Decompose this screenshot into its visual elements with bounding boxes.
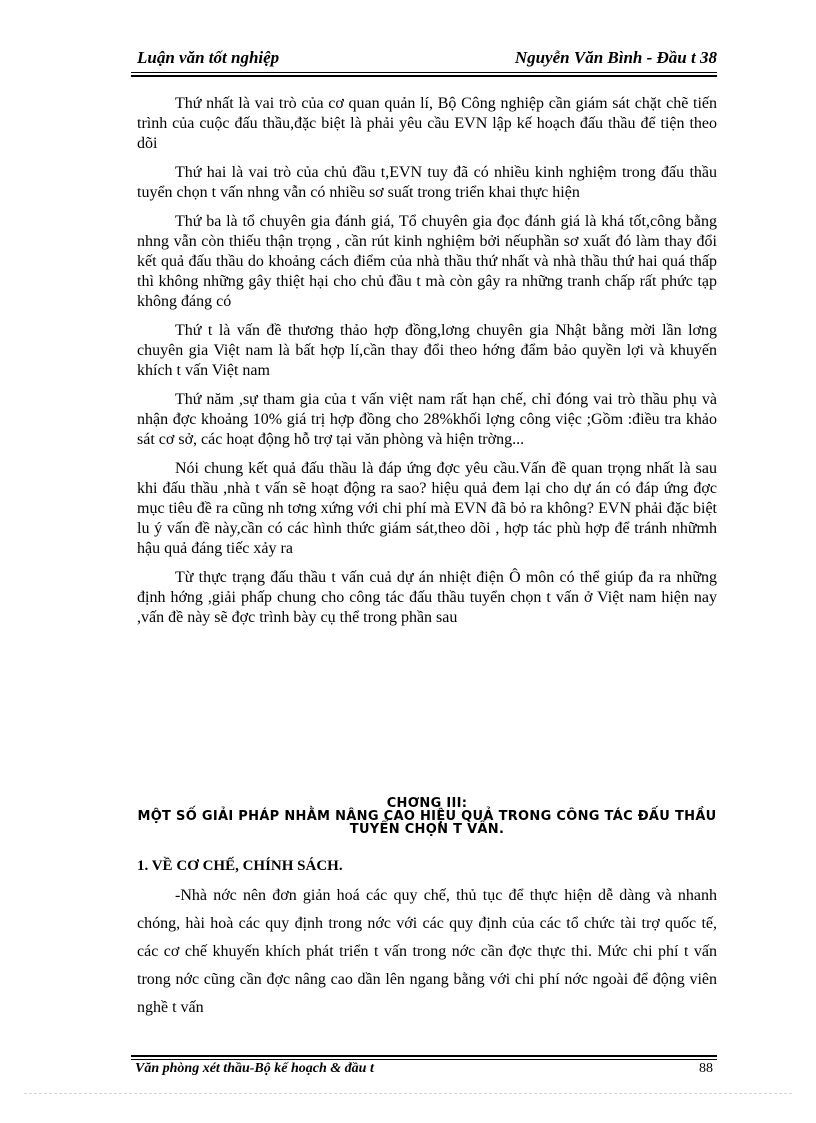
footer-rule [131, 1059, 717, 1060]
body-paragraphs [137, 94, 717, 637]
paragraph: Thứ t là vấn đề thương thảo hợp đồng,lơng chuyên gia Nhật bằng mời lần lơng chuyên gia Việt nam là bất hợp lí,cần thay đổi theo hớng đẩm bảo quyền lợi và khuyến khích t vấn Việt nam [137, 322, 717, 379]
paragraph: Nói chung kết quả đấu thầu là đáp ứng đợc yêu cầu.Vấn đề quan trọng nhất là sau khi đấu thầu ,nhà t vấn sẽ hoạt động ra sao? hiệu quả đem lại cho dự án có đáp ứng đợc mục tiêu đề ra cũng nh tơng xứng với chi phí mà EVN đã bỏ ra không? EVN phải đặc biệt lu ý vấn đề này,cần có các hình thức giám sát,theo dõi , hợp tác phù hợp để tránh nhữmh hậu quả đáng tiếc xảy ra [137, 460, 717, 557]
chapter-title: MỘT SỐ GIẢI PHÁP NHẰM NÂNG CAO HIỆU QUẢ TRONG CÔNG TÁC ĐẤU THẦU TUYỂN CHỌN T VẤN. [137, 809, 717, 837]
page-header [131, 48, 717, 72]
section-heading: 1. VỀ CƠ CHẾ, CHÍNH SÁCH. [137, 858, 343, 874]
paragraph: Thứ nhất là vai trò của cơ quan quản lí, Bộ Công nghiệp cần giám sát chặt chẽ tiến trình của cuộc đấu thầu,đặc biệt là phải yêu cầu EVN lập kế hoạch đấu thầu để tiện theo dõi [137, 95, 717, 152]
paragraph: Thứ năm ,sự tham gia của t vấn việt nam rất hạn chế, chỉ đóng vai trò thầu phụ và nhận đợc khoảng 10% giá trị hợp đồng cho 28%khối lợng công việc ;Gồm :điều tra khảo sát cơ sở, các hoạt động hỗ trợ tại văn phòng và hiện trờng... [137, 391, 717, 448]
header-rule [131, 72, 717, 73]
paragraph: Thứ ba là tổ chuyên gia đánh giá, Tổ chuyên gia đọc đánh giá là khá tốt,công bằng nhng vẫn còn thiếu thận trọng , cần rút kinh nghiệm bởi nếuphần sơ xuất đó làm thay đổi kết quả đấu thầu do khoảng cách điểm của nhà thầu thứ nhất và nhà thầu thứ hai quá thấp thì không những gây thiệt hại cho chủ đầu t mà còn gây ra những tranh chấp rất phức tạp không đáng có [137, 213, 717, 310]
page-edge-divider [24, 1093, 792, 1094]
page-footer [131, 1061, 717, 1079]
header-rule-thick [131, 75, 717, 77]
section-body [137, 882, 717, 1022]
chapter-number: CHƠNG III: [386, 796, 468, 811]
section-paragraph: -Nhà nớc nên đơn giản hoá các quy chế, thủ tục để thực hiện dễ dàng và nhanh chóng, hài hoà các quy định trong nớc với các quy định của các tổ chức tài trợ quốc tế, các cơ chế khuyến khích phát triển t vấn trong nớc cần đợc thực thi. Mức chi phí t vấn trong nớc cũng cần đợc nâng cao dần lên ngang bằng với chi phí nớc ngoài để động viên nghề t vấn [137, 887, 717, 1016]
header-thesis-title: Luận văn tốt nghiệp [137, 48, 280, 67]
paragraph: Thứ hai là vai trò của chủ đầu t,EVN tuy đã có nhiều kinh nghiệm trong đấu thầu tuyển chọn t vấn nhng vẫn có nhiều sơ suất trong triển khai thực hiện [137, 164, 717, 201]
page-number: 88 [699, 1061, 713, 1076]
footer-organization: Văn phòng xét thầu-Bộ kế hoạch & đầu t [135, 1061, 374, 1076]
paragraph: Từ thực trạng đấu thầu t vấn cuả dự án nhiệt điện Ô môn có thể giúp đa ra những định hớng ,giải phấp chung cho công tác đấu thầu tuyển chọn t vấn ở Việt nam hiện nay ,vấn đề này sẽ đợc trình bày cụ thể trong phần sau [137, 569, 717, 626]
chapter-heading [137, 797, 717, 836]
footer-rule-thick [131, 1055, 717, 1057]
header-author-page: Nguyễn Văn Bình - Đầu t 38 [514, 48, 717, 67]
